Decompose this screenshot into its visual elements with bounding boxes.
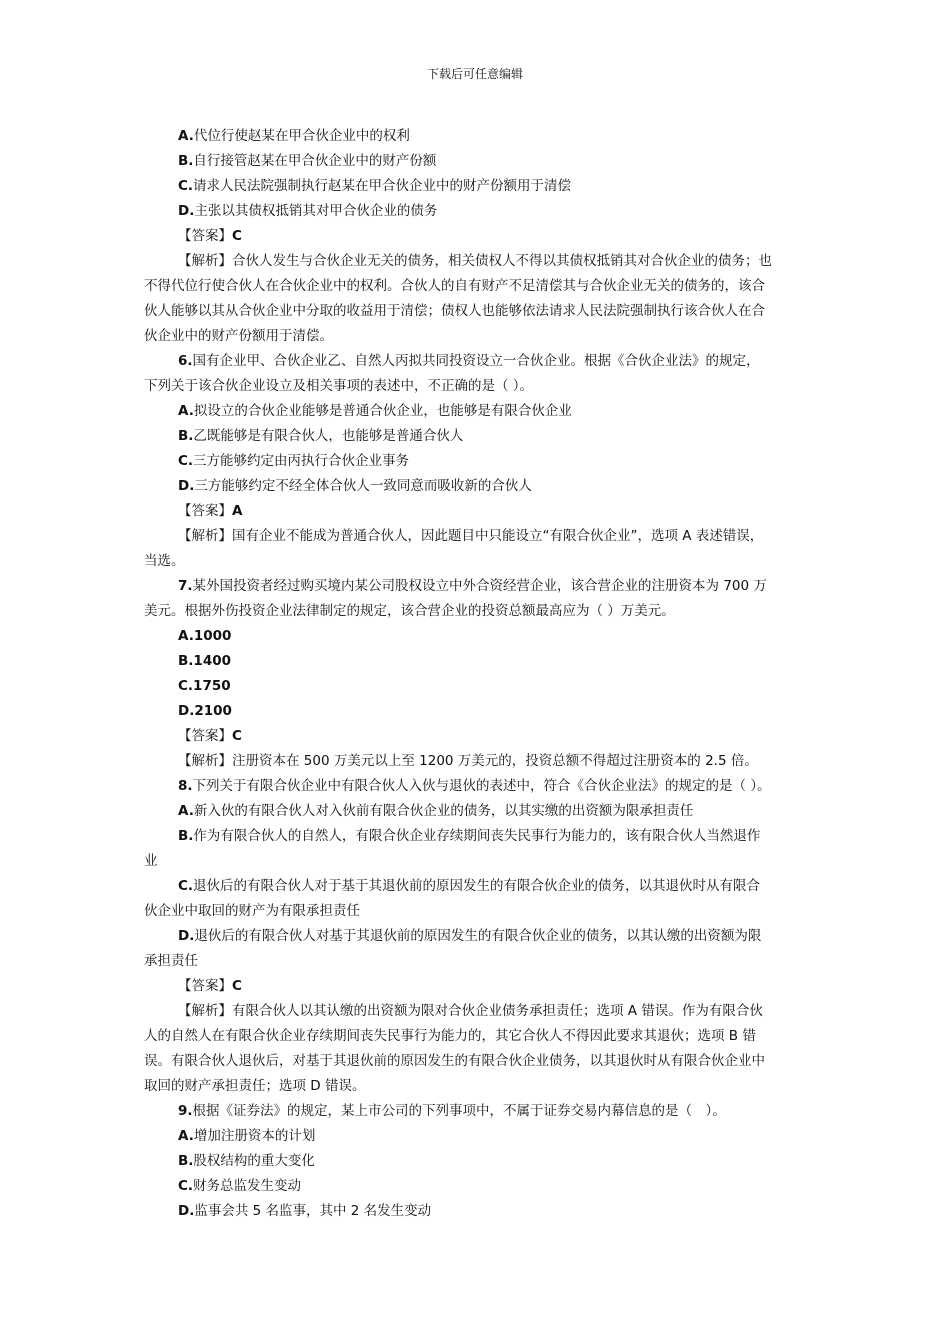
q9-stem: 9.根据《证券法》的规定，某上市公司的下列事项中，不属于证券交易内幕信息的是（ ）。: [178, 1103, 726, 1119]
q8-analysis-line: 取回的财产承担责任；选项 D 错误。: [144, 1078, 366, 1094]
q7-stem-cont: 美元。根据外伤投资企业法律制定的规定，该合营企业的投资总额最高应为（ ）万美元。: [144, 603, 675, 619]
q8-option-d: D.退伙后的有限合伙人对基于其退伙前的原因发生的有限合伙企业的债务，以其认缴的出资额为限: [178, 928, 762, 944]
q5-analysis-line: 不得代位行使合伙人在合伙企业中的权利。合伙人的自有财产不足清偿其与合伙企业无关的债务的，该合: [144, 278, 765, 294]
q6-analysis-line: 当选。: [144, 553, 185, 569]
q5-analysis-line: 伙人能够以其从合伙企业中分取的收益用于清偿；债权人也能够依法请求人民法院强制执行该合伙人在合: [144, 303, 765, 319]
q7-option-a: A.1000: [178, 628, 232, 644]
q5-analysis-line: 伙企业中的财产份额用于清偿。: [144, 328, 333, 344]
q8-option-a: A.新入伙的有限合伙人对入伙前有限合伙企业的债务，以其实缴的出资额为限承担责任: [178, 803, 694, 819]
q6-option-a: A.拟设立的合伙企业能够是普通合伙企业，也能够是有限合伙企业: [178, 403, 572, 419]
q7-analysis-line: 【解析】注册资本在 500 万美元以上至 1200 万美元的，投资总额不得超过注册资本的 2.5 倍。: [178, 753, 758, 769]
q9-option-c: C.财务总监发生变动: [178, 1178, 302, 1194]
q6-analysis-line: 【解析】国有企业不能成为普通合伙人，因此题目中只能设立“有限合伙企业”，选项 A 表述错误，: [178, 528, 764, 544]
q8-analysis-line: 人的自然人在有限合伙企业存续期间丧失民事行为能力的，其它合伙人不得因此要求其退伙；选项 B 错: [144, 1028, 756, 1044]
q8-analysis-line: 误。有限合伙人退伙后，对基于其退伙前的原因发生的有限合伙企业债务，以其退伙时从有限合伙企业中: [144, 1053, 765, 1069]
q8-option-c-cont: 伙企业中取回的财产为有限承担责任: [144, 903, 360, 919]
q5-option-b: B.自行接管赵某在甲合伙企业中的财产份额: [178, 153, 437, 169]
q9-option-a: A.增加注册资本的计划: [178, 1128, 316, 1144]
q8-option-b-cont: 业: [144, 853, 158, 869]
q6-stem: 6.国有企业甲、合伙企业乙、自然人丙拟共同投资设立一合伙企业。根据《合伙企业法》的规定，: [178, 353, 760, 369]
page-header: 下载后可任意编辑: [426, 67, 523, 81]
q6-stem-cont: 下列关于该合伙企业设立及相关事项的表述中，不正确的是（ ）。: [144, 378, 534, 394]
q9-option-d: D.监事会共 5 名监事，其中 2 名发生变动: [178, 1203, 432, 1219]
q7-answer: 【答案】C: [178, 728, 242, 744]
q7-stem: 7.某外国投资者经过购买境内某公司股权设立中外合资经营企业，该合营企业的注册资本为 700 万: [178, 578, 767, 594]
q7-option-d: D.2100: [178, 703, 232, 719]
q5-analysis-line: 【解析】合伙人发生与合伙企业无关的债务，相关债权人不得以其债权抵销其对合伙企业的债务；也: [178, 253, 772, 269]
q6-option-c: C.三方能够约定由丙执行合伙企业事务: [178, 453, 410, 469]
q6-option-d: D.三方能够约定不经全体合伙人一致同意而吸收新的合伙人: [178, 478, 532, 494]
q7-option-c: C.1750: [178, 678, 231, 694]
q5-option-d: D.主张以其债权抵销其对甲合伙企业的债务: [178, 203, 438, 219]
q8-option-d-cont: 承担责任: [144, 953, 198, 969]
q8-option-b: B.作为有限合伙人的自然人，有限合伙企业存续期间丧失民事行为能力的，该有限合伙人当然退作: [178, 828, 761, 844]
document-body: [144, 124, 812, 1224]
q8-option-c: C.退伙后的有限合伙人对于基于其退伙前的原因发生的有限合伙企业的债务，以其退伙时从有限合: [178, 878, 761, 894]
q7-option-b: B.1400: [178, 653, 231, 669]
q5-answer: 【答案】C: [178, 228, 242, 244]
q8-analysis-line: 【解析】有限合伙人以其认缴的出资额为限对合伙企业债务承担责任；选项 A 错误。作为有限合伙: [178, 1003, 763, 1019]
q8-answer: 【答案】C: [178, 978, 242, 994]
q9-option-b: B.股权结构的重大变化: [178, 1153, 315, 1169]
q5-option-c: C.请求人民法院强制执行赵某在甲合伙企业中的财产份额用于清偿: [178, 178, 572, 194]
q6-answer: 【答案】A: [178, 503, 243, 519]
q5-option-a: A.代位行使赵某在甲合伙企业中的权利: [178, 128, 410, 144]
q8-stem: 8.下列关于有限合伙企业中有限合伙人入伙与退伙的表述中，符合《合伙企业法》的规定的是（ ）。: [178, 778, 771, 794]
q6-option-b: B.乙既能够是有限合伙人，也能够是普通合伙人: [178, 428, 464, 444]
